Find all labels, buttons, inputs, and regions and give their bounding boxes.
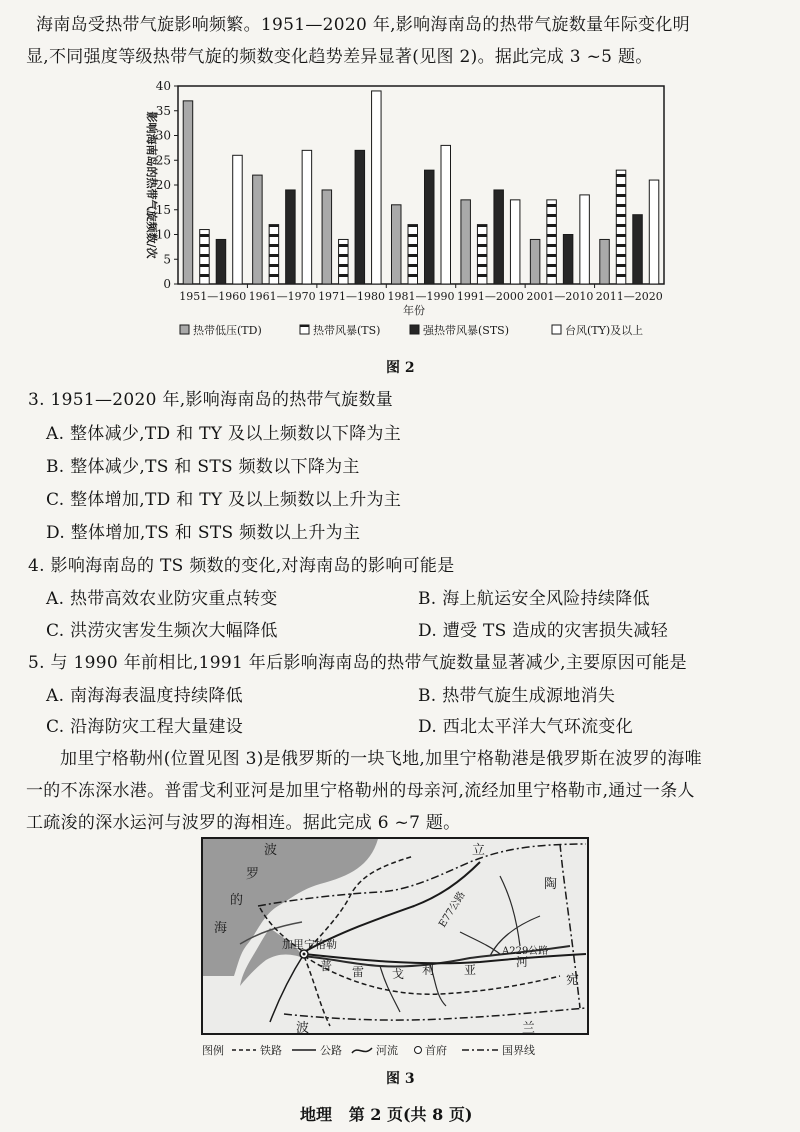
river-label-char: 普 [320,959,333,973]
legend-swatch-1 [180,325,189,334]
bar-1-6 [530,239,540,284]
x-tick-label: 2011—2020 [595,290,663,303]
bar-3-7 [633,215,643,284]
legend-highway-label: 公路 [320,1044,342,1057]
legend-river-symbol [352,1048,372,1053]
river-label-char: 河 [516,955,529,969]
q3-stem: 3. 1951—2020 年,影响海南岛的热带气旋数量 [28,390,394,410]
bar-3-1 [216,239,226,284]
bar-2-3 [339,239,349,284]
lithuania-label-char: 立 [472,843,486,858]
legend-capital-symbol [415,1047,422,1054]
kaliningrad-map [200,836,592,1060]
legend-border-label: 国界线 [502,1044,535,1057]
q5-option-c[interactable]: C. 沿海防灾工程大量建设 [46,717,244,737]
capital-dot [303,953,306,956]
bar-4-3 [372,91,382,284]
legend-swatch-3 [410,325,419,334]
bar-4-7 [649,180,659,284]
y-tick-label: 15 [155,202,171,217]
x-tick-label: 1961—1970 [248,290,316,303]
bar-1-4 [392,205,402,284]
q4-stem: 4. 影响海南岛的 TS 频数的变化,对海南岛的影响可能是 [28,556,455,576]
x-tick-label: 1981—1990 [387,290,455,303]
bar-1-7 [600,239,610,284]
legend-label-2: 热带风暴(TS) [313,324,381,337]
tropical-cyclone-bar-chart [120,78,680,378]
legend-label-1: 热带低压(TD) [193,324,262,337]
bar-4-6 [580,195,590,284]
q5-option-b[interactable]: B. 热带气旋生成源地消失 [418,686,616,706]
y-tick-label: 30 [155,128,171,143]
sea-label-char: 的 [230,893,244,908]
sea-label-char: 波 [264,843,278,858]
river-label-char: 戈 [392,967,405,981]
legend-railway-label: 铁路 [260,1044,282,1057]
lithuania-label-char: 陶 [544,877,558,892]
legend-swatch-2 [300,325,309,334]
bar-2-6 [547,200,557,284]
q4-option-c[interactable]: C. 洪涝灾害发生频次大幅降低 [46,621,278,641]
legend-label-3: 强热带风暴(STS) [423,324,509,337]
e77-label: E77公路 [437,889,468,930]
y-tick-label: 25 [155,153,171,168]
bar-2-1 [200,230,210,284]
q4-option-d[interactable]: D. 遭受 TS 造成的灾害损失减轻 [418,621,669,641]
bar-3-3 [355,150,365,284]
q5-option-a[interactable]: A. 南海海表温度持续降低 [46,686,243,706]
figure-3-caption: 图 3 [386,1071,415,1087]
bar-1-5 [461,200,471,284]
q3-option-b[interactable]: B. 整体减少,TS 和 STS 频数以下降为主 [46,457,360,477]
bar-3-4 [425,170,435,284]
page-footer: 地理 第 2 页(共 8 页) [300,1105,473,1124]
y-tick-label: 10 [155,227,171,242]
intro2-line3: 工疏浚的深水运河与波罗的海相连。据此完成 6 ~7 题。 [26,813,461,833]
bar-2-2 [269,225,279,284]
x-tick-label: 1951—1960 [179,290,247,303]
river-label-char: 雷 [352,965,365,979]
bar-4-5 [510,200,520,284]
intro1-line1: 海南岛受热带气旋影响频繁。1951—2020 年,影响海南岛的热带气旋数量年际变化明 [36,15,690,35]
river-label-char: 利 [422,963,435,977]
sea-label-char: 罗 [246,867,260,882]
map-legend-title: 图例 [202,1044,224,1057]
q3-option-c[interactable]: C. 整体增加,TD 和 TY 及以上频数以上升为主 [46,490,402,510]
q5-option-d[interactable]: D. 西北太平洋大气环流变化 [418,717,634,737]
y-axis-label: 影响海南岛的热带气旋频数/次 [145,111,158,259]
intro2-line2: 一的不冻深水港。普雷戈利亚河是加里宁格勒州的母亲河,流经加里宁格勒市,通过一条人 [26,781,695,801]
bar-4-4 [441,145,451,284]
bar-3-6 [563,235,573,285]
figure-2-caption: 图 2 [386,360,415,376]
legend-label-4: 台风(TY)及以上 [565,324,644,337]
plot-area-frame [178,86,664,284]
bar-4-1 [233,155,243,284]
y-tick-label: 35 [155,103,171,118]
x-tick-label: 2001—2010 [526,290,594,303]
legend-swatch-4 [552,325,561,334]
bar-1-3 [322,190,332,284]
sea-label-char: 海 [214,921,228,936]
bar-3-5 [494,190,504,284]
bar-4-2 [302,150,312,284]
x-tick-label: 1991—2000 [456,290,524,303]
bar-2-7 [616,170,626,284]
x-axis-label: 年份 [403,304,425,317]
q4-option-b[interactable]: B. 海上航运安全风险持续降低 [418,589,650,609]
lithuania-label-char: 宛 [566,973,580,988]
a229-label: A229公路 [502,946,549,957]
bar-1-1 [183,101,193,284]
city-label: 加里宁格勒 [282,938,337,951]
legend-river-label: 河流 [376,1044,398,1057]
y-tick-label: 0 [163,277,171,291]
q3-option-d[interactable]: D. 整体增加,TS 和 STS 频数以上升为主 [46,523,361,543]
q4-option-a[interactable]: A. 热带高效农业防灾重点转变 [46,589,278,609]
poland-label-char: 波 [296,1021,310,1036]
q3-option-a[interactable]: A. 整体减少,TD 和 TY 及以上频数以下降为主 [46,424,402,444]
bar-1-2 [253,175,263,284]
bar-3-2 [286,190,296,284]
legend-capital-label: 首府 [425,1044,447,1057]
poland-label-char: 兰 [522,1021,536,1036]
bar-2-4 [408,225,418,284]
y-tick-label: 20 [155,178,171,192]
y-tick-label: 5 [163,252,171,267]
q5-stem: 5. 与 1990 年前相比,1991 年后影响海南岛的热带气旋数量显著减少,主要原因可能是 [28,653,687,673]
river-label-char: 亚 [464,963,477,977]
y-tick-label: 40 [155,79,171,93]
bar-2-5 [477,225,487,284]
x-tick-label: 1971—1980 [318,290,386,303]
intro1-line2: 显,不同强度等级热带气旋的频数变化趋势差异显著(见图 2)。据此完成 3 ~5 题。 [26,47,653,67]
intro2-line1: 加里宁格勒州(位置见图 3)是俄罗斯的一块飞地,加里宁格勒港是俄罗斯在波罗的海唯 [60,749,702,769]
